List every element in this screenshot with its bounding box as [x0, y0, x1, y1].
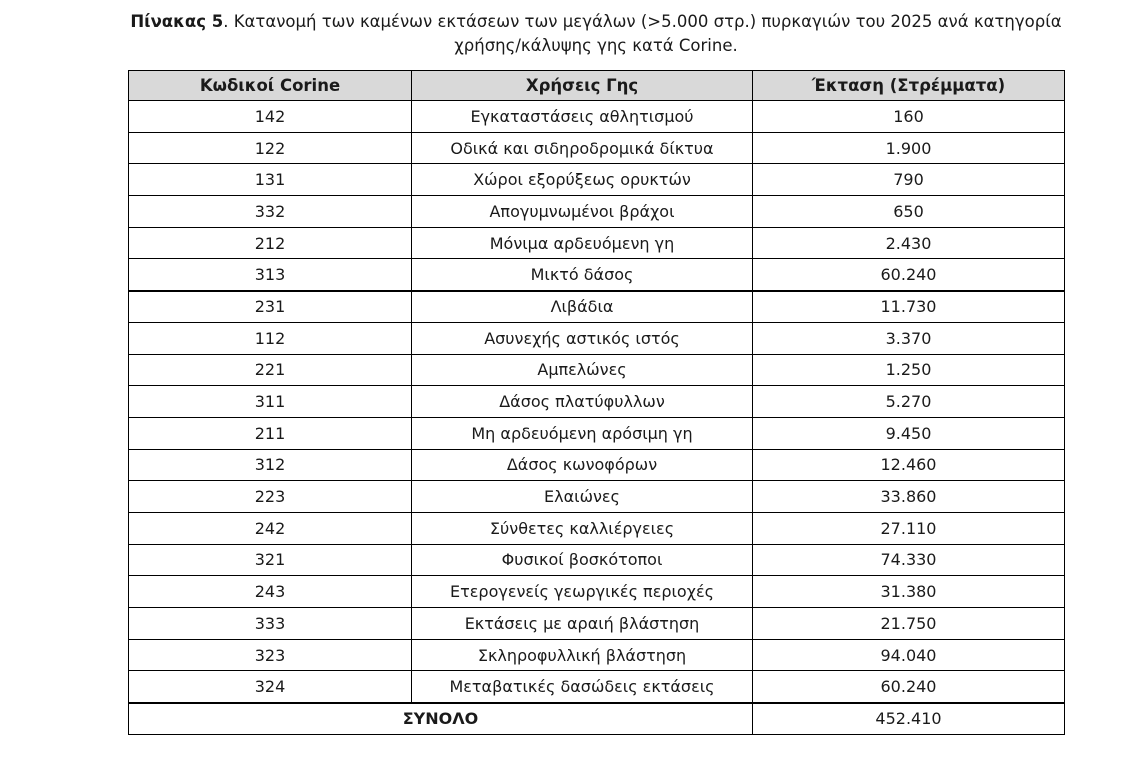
cell-land-use: Φυσικοί βοσκότοποι: [412, 544, 753, 576]
cell-corine-code: 324: [129, 671, 412, 703]
cell-area: 60.240: [753, 671, 1065, 703]
cell-area: 31.380: [753, 576, 1065, 608]
cell-area: 60.240: [753, 259, 1065, 291]
cell-land-use: Ασυνεχής αστικός ιστός: [412, 322, 753, 354]
table-row: [129, 101, 1065, 133]
table-row: [129, 639, 1065, 671]
cell-land-use: Σύνθετες καλλιέργειες: [412, 512, 753, 544]
cell-land-use: Ετερογενείς γεωργικές περιοχές: [412, 576, 753, 608]
cell-land-use: Μόνιμα αρδευόμενη γη: [412, 227, 753, 259]
cell-corine-code: 112: [129, 322, 412, 354]
cell-land-use: Λιβάδια: [412, 291, 753, 323]
table-row: [129, 259, 1065, 291]
cell-area: 650: [753, 196, 1065, 228]
table-body: [129, 101, 1065, 735]
table-row: [129, 386, 1065, 418]
cell-area: 21.750: [753, 608, 1065, 640]
cell-corine-code: 243: [129, 576, 412, 608]
table-row: [129, 512, 1065, 544]
cell-area: 3.370: [753, 322, 1065, 354]
cell-area: 94.040: [753, 639, 1065, 671]
table-header-row: [129, 71, 1065, 101]
cell-corine-code: 321: [129, 544, 412, 576]
table-row: [129, 291, 1065, 323]
cell-area: 27.110: [753, 512, 1065, 544]
cell-corine-code: 332: [129, 196, 412, 228]
cell-corine-code: 312: [129, 449, 412, 481]
cell-area: 9.450: [753, 417, 1065, 449]
cell-land-use: Ελαιώνες: [412, 481, 753, 513]
cell-area: 74.330: [753, 544, 1065, 576]
column-header-land-use: Χρήσεις Γης: [412, 71, 753, 101]
cell-corine-code: 333: [129, 608, 412, 640]
table-row: [129, 227, 1065, 259]
cell-land-use: Αμπελώνες: [412, 354, 753, 386]
table-row: [129, 417, 1065, 449]
cell-area: 1.250: [753, 354, 1065, 386]
table-caption-text: . Κατανομή των καμένων εκτάσεων των μεγάλων (>5.000 στρ.) πυρκαγιών του 2025 ανά κατηγορία χρήσης/κάλυψης γης κατά Corine.: [223, 12, 1062, 55]
table-row: [129, 449, 1065, 481]
table-row: [129, 544, 1065, 576]
cell-area: 12.460: [753, 449, 1065, 481]
cell-corine-code: 131: [129, 164, 412, 196]
cell-corine-code: 231: [129, 291, 412, 323]
cell-area: 11.730: [753, 291, 1065, 323]
cell-land-use: Εκτάσεις με αραιή βλάστηση: [412, 608, 753, 640]
cell-corine-code: 242: [129, 512, 412, 544]
table-total-row: [129, 703, 1065, 735]
table-row: [129, 608, 1065, 640]
cell-land-use: Απογυμνωμένοι βράχοι: [412, 196, 753, 228]
cell-land-use: Σκληροφυλλική βλάστηση: [412, 639, 753, 671]
table-row: [129, 481, 1065, 513]
cell-land-use: Δάσος πλατύφυλλων: [412, 386, 753, 418]
cell-area: 1.900: [753, 132, 1065, 164]
column-header-area: Έκταση (Στρέμματα): [753, 71, 1065, 101]
cell-land-use: Οδικά και σιδηροδρομικά δίκτυα: [412, 132, 753, 164]
corine-land-use-table: [128, 70, 1065, 735]
cell-area: 33.860: [753, 481, 1065, 513]
cell-corine-code: 311: [129, 386, 412, 418]
table-row: [129, 322, 1065, 354]
table-caption-label: Πίνακας 5: [130, 12, 224, 31]
total-area-value: 452.410: [753, 703, 1065, 735]
cell-land-use: Εγκαταστάσεις αθλητισμού: [412, 101, 753, 133]
cell-land-use: Μη αρδευόμενη αρόσιμη γη: [412, 417, 753, 449]
total-label: ΣΥΝΟΛΟ: [129, 703, 753, 735]
table-row: [129, 196, 1065, 228]
cell-corine-code: 122: [129, 132, 412, 164]
cell-corine-code: 211: [129, 417, 412, 449]
cell-area: 2.430: [753, 227, 1065, 259]
cell-corine-code: 223: [129, 481, 412, 513]
cell-area: 5.270: [753, 386, 1065, 418]
cell-corine-code: 323: [129, 639, 412, 671]
cell-land-use: Δάσος κωνοφόρων: [412, 449, 753, 481]
cell-corine-code: 212: [129, 227, 412, 259]
table-row: [129, 164, 1065, 196]
table-row: [129, 671, 1065, 703]
cell-area: 790: [753, 164, 1065, 196]
cell-corine-code: 221: [129, 354, 412, 386]
table-row: [129, 354, 1065, 386]
cell-land-use: Χώροι εξορύξεως ορυκτών: [412, 164, 753, 196]
table-header: [129, 71, 1065, 101]
cell-land-use: Μεταβατικές δασώδεις εκτάσεις: [412, 671, 753, 703]
cell-land-use: Μικτό δάσος: [412, 259, 753, 291]
cell-corine-code: 142: [129, 101, 412, 133]
table-row: [129, 576, 1065, 608]
table-caption: [128, 10, 1064, 58]
column-header-corine-code: Κωδικοί Corine: [129, 71, 412, 101]
table-row: [129, 132, 1065, 164]
cell-area: 160: [753, 101, 1065, 133]
cell-corine-code: 313: [129, 259, 412, 291]
